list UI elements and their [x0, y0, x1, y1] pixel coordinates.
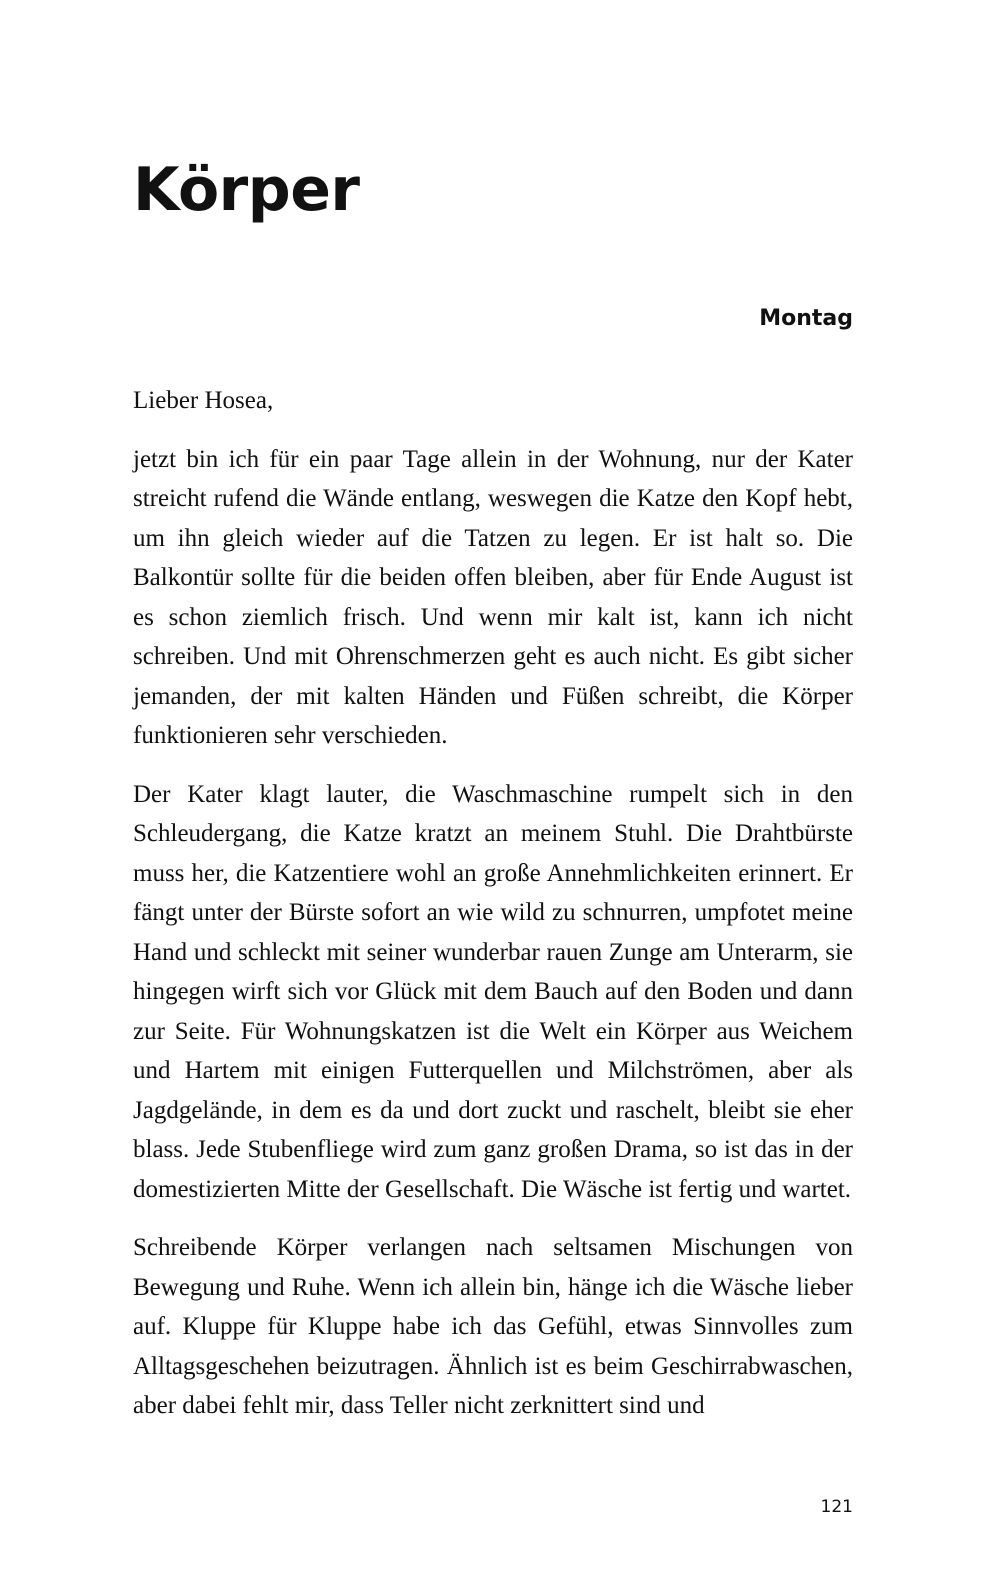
- letter-body: [133, 381, 853, 1445]
- letter-paragraph-3: Schreibende Körper verlangen nach seltsamen Mischungen von Bewegung und Ruhe. Wenn ich allein bin, hänge ich die Wäsche lieber auf. Kluppe für Kluppe habe ich das Gefühl, etwas Sinnvolles zum Alltagsgeschehen beizutragen. Ähnlich ist es beim Geschirrabwaschen, aber dabei fehlt mir, dass Teller nicht zerknittert sind und: [133, 1234, 853, 1419]
- page-number: 121: [820, 1497, 853, 1517]
- book-page: [133, 0, 853, 1590]
- letter-paragraph-1: jetzt bin ich für ein paar Tage allein in der Wohnung, nur der Kater streicht rufend die Wände entlang, weswegen die Katze den Kopf hebt, um ihn gleich wieder auf die Tatzen zu legen. Er ist halt so. Die Balkontür sollte für die beiden offen bleiben, aber für Ende August ist es schon ziemlich frisch. Und wenn mir kalt ist, kann ich nicht schreiben. Und mit Ohrenschmerzen geht es auch nicht. Es gibt sicher jemanden, der mit kalten Händen und Füßen schreibt, die Körper funktionieren sehr verschieden.: [133, 445, 853, 749]
- letter-paragraph-2: Der Kater klagt lauter, die Waschmaschine rumpelt sich in den Schleudergang, die Katze kratzt an meinem Stuhl. Die Drahtbürste muss her, die Katzentiere wohl an große Annehmlichkeiten erinnert. Er fängt unter der Bürste sofort an wie wild zu schnurren, umpfotet meine Hand und schleckt mit seiner wunderbar rauen Zunge am Unterarm, sie hingegen wirft sich vor Glück mit dem Bauch auf den Boden und dann zur Seite. Für Wohnungskatzen ist die Welt ein Körper aus Weichem und Hartem mit einigen Futterquellen und Milchströmen, aber als Jagdgelände, in dem es da und dort zuckt und raschelt, bleibt sie eher blass. Jede Stubenfliege wird zum ganz großen Drama, so ist das in der domestizierten Mitte der Gesellschaft. Die Wäsche ist fertig und wartet.: [133, 780, 853, 1203]
- letter-salutation: Lieber Hosea,: [133, 387, 274, 414]
- letter-dateline: Montag: [759, 306, 853, 331]
- chapter-title: Körper: [133, 155, 360, 225]
